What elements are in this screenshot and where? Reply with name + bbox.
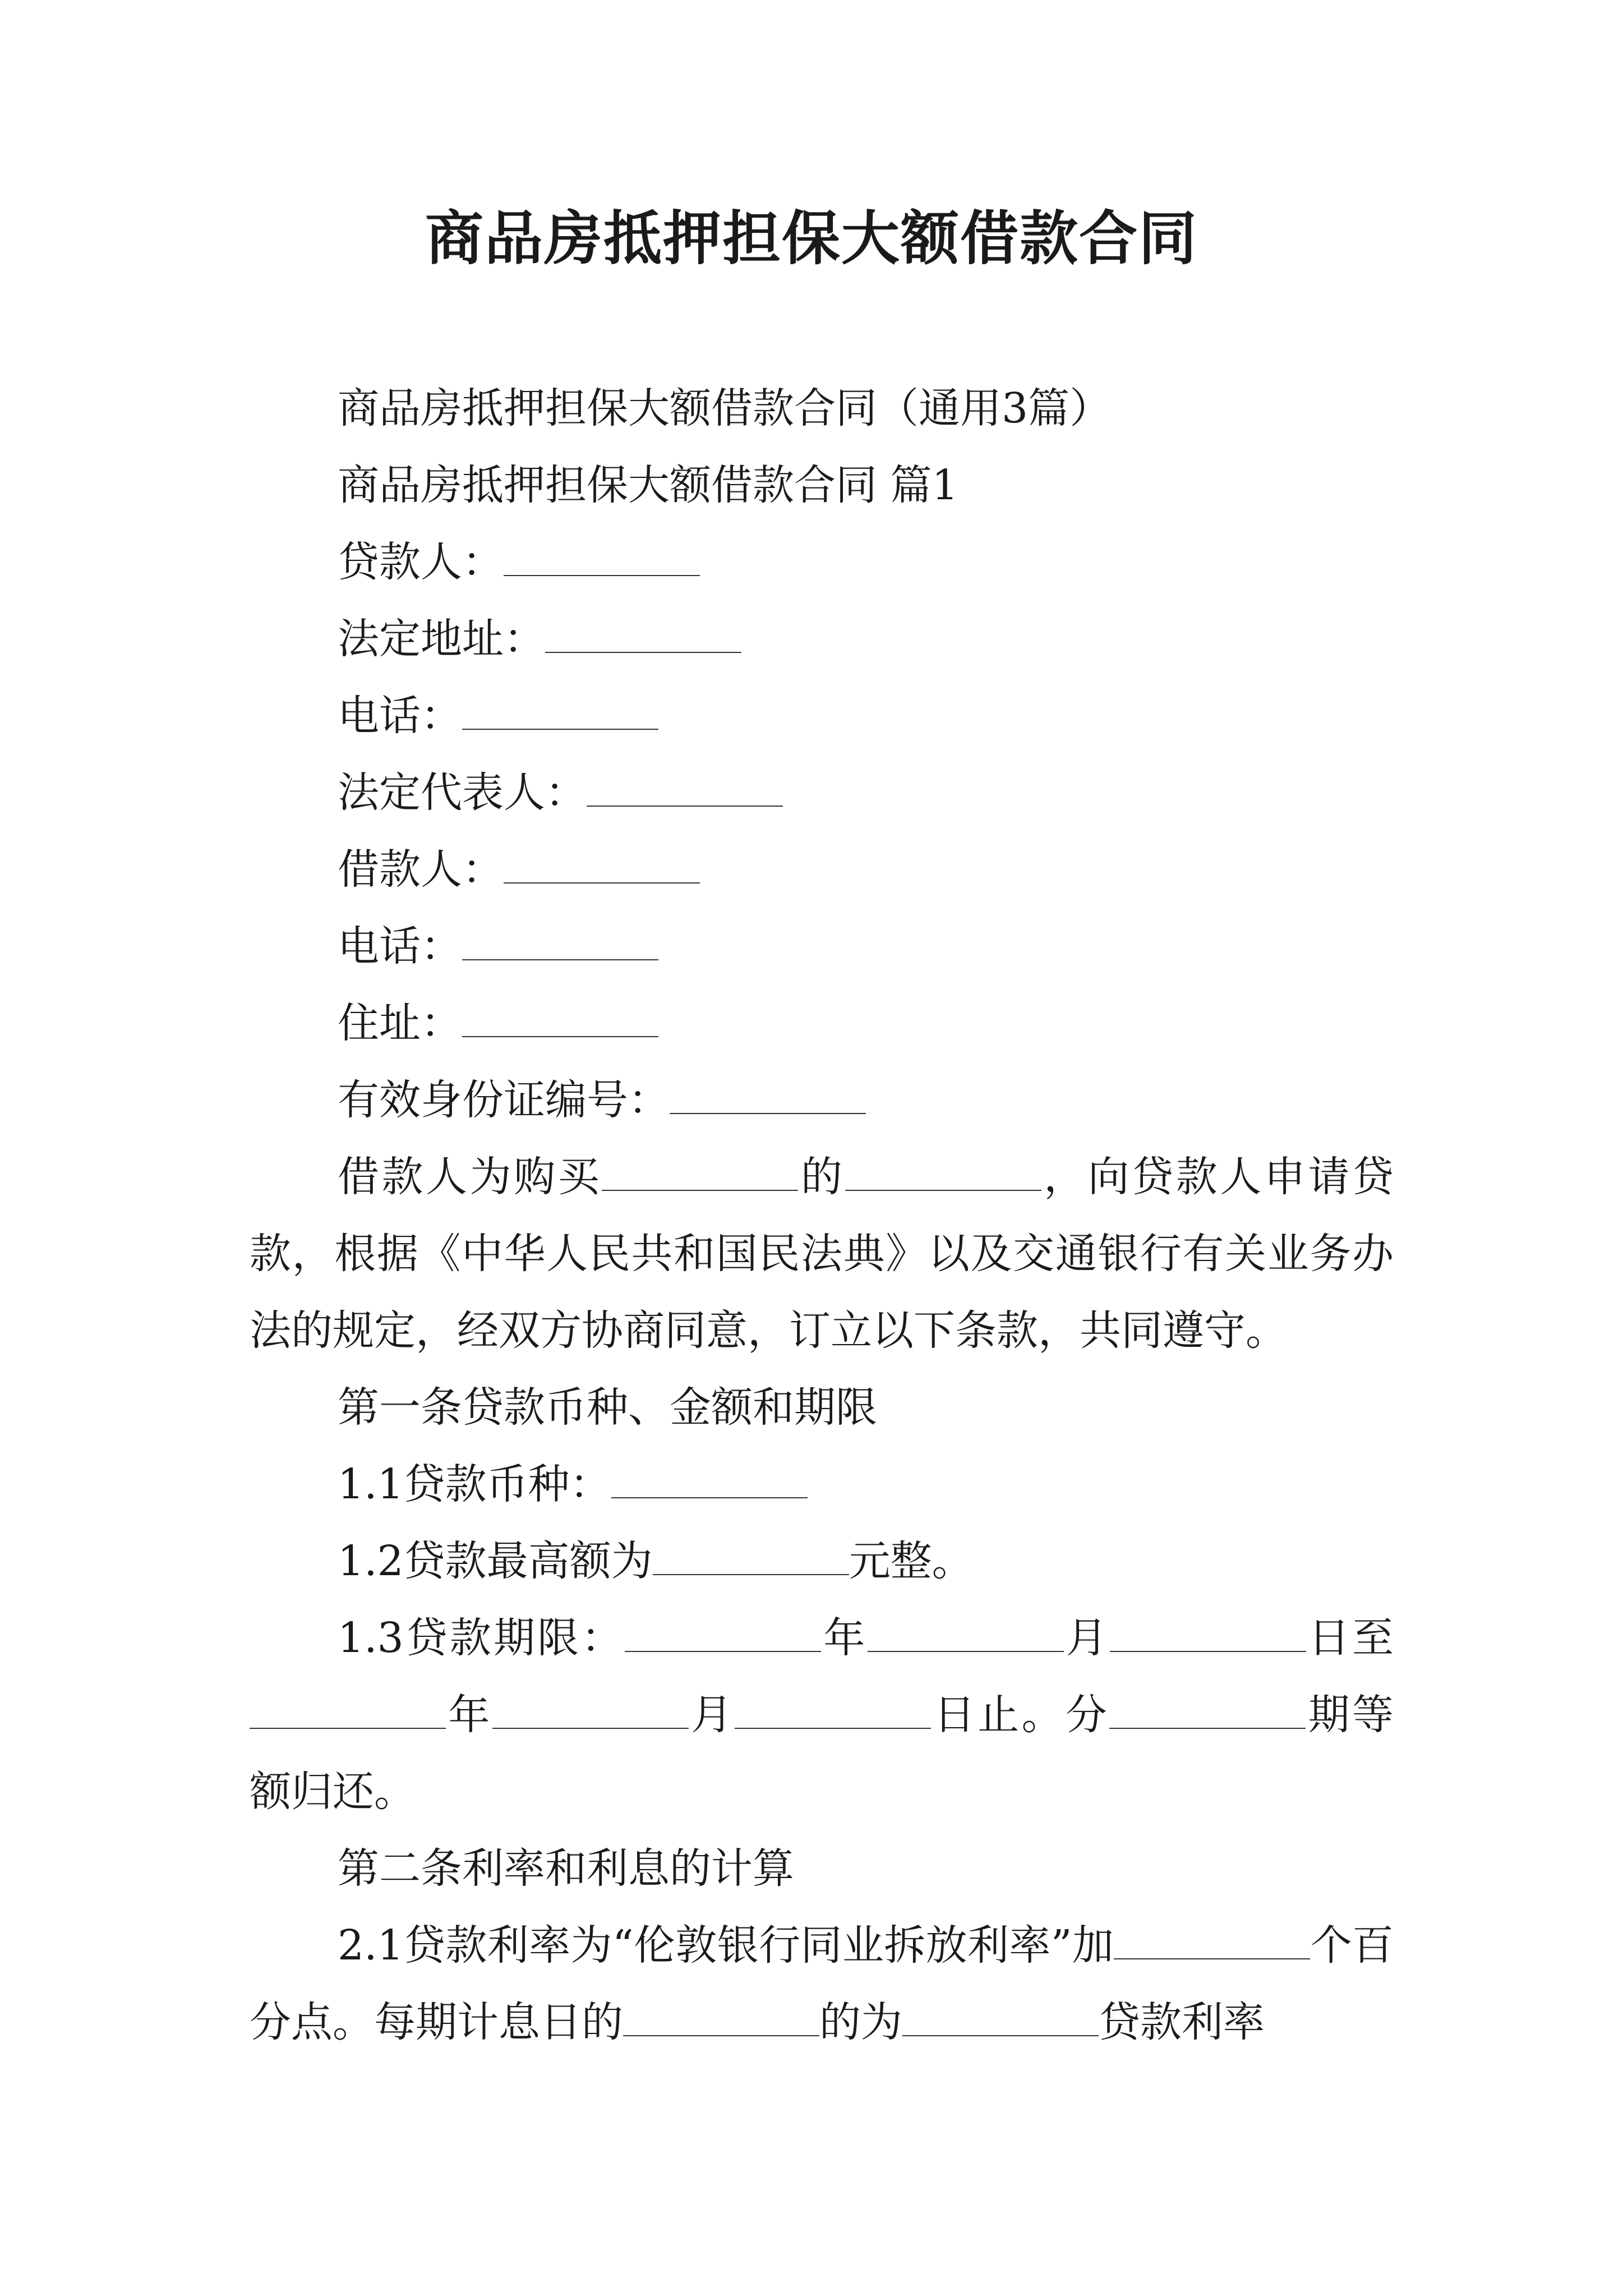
borrower-phone-blank [462,918,658,960]
lender-field: 贷款人： [250,524,1394,601]
document-title: 商品房抵押担保大额借款合同 [425,204,1198,273]
clause-1-2: 1.2贷款最高额为 元整。 [250,1523,1394,1600]
id-number-blank [670,1071,866,1114]
points-blank [1114,1917,1310,1959]
clause-1-3: 1.3贷款期限： 年 月 日至年 月 日止。分 期等额归还。 [250,1600,1394,1830]
installments-blank [1109,1686,1306,1729]
amount-blank [653,1533,849,1575]
article-2-heading: 第二条利率和利息的计算 [338,1844,794,1893]
borrower-address-field: 住址： [250,985,1394,1062]
end-day-blank [735,1686,931,1729]
lender-address-field: 法定地址： [250,601,1394,678]
purchase-blank [602,1148,798,1191]
borrower-address-blank [462,995,658,1037]
article-1-heading: 第一条贷款币种、金额和期限 [338,1383,877,1432]
borrower-blank [504,841,700,884]
legal-rep-blank [587,764,783,807]
part-heading: 商品房抵押担保大额借款合同 篇1 [338,461,958,509]
start-month-blank [868,1609,1064,1652]
lender-blank [504,533,700,576]
intro-paragraph: 借款人为购买 的 ，向贷款人申请贷款，根据《中华人民共和国民法典》以及交通银行有关业务办法的规定，经双方协商同意，订立以下条款，共同遵守。 [250,1139,1394,1369]
lender-phone-blank [462,687,658,730]
lender-phone-field: 电话： [250,678,1394,754]
end-year-blank [250,1686,446,1729]
document-body [250,370,1394,2061]
rate-basis-blank [623,1994,819,2036]
borrower-phone-field: 电话： [250,908,1394,985]
currency-blank [611,1456,808,1498]
clause-2-1: 2.1贷款利率为“伦敦银行同业拆放利率”加 个百分点。每期计息日的 的为 贷款利率 [250,1907,1394,2061]
property-blank [845,1148,1041,1191]
end-month-blank [492,1686,689,1729]
subtitle: 商品房抵押担保大额借款合同（通用3篇） [338,384,1112,432]
start-year-blank [625,1609,821,1652]
rate-period-blank [902,1994,1099,2036]
start-day-blank [1110,1609,1306,1652]
legal-rep-field: 法定代表人： [250,754,1394,831]
lender-address-blank [545,610,741,653]
clause-1-1: 1.1贷款币种： [250,1446,1394,1523]
borrower-field: 借款人： [250,831,1394,908]
id-number-field: 有效身份证编号： [250,1062,1394,1139]
